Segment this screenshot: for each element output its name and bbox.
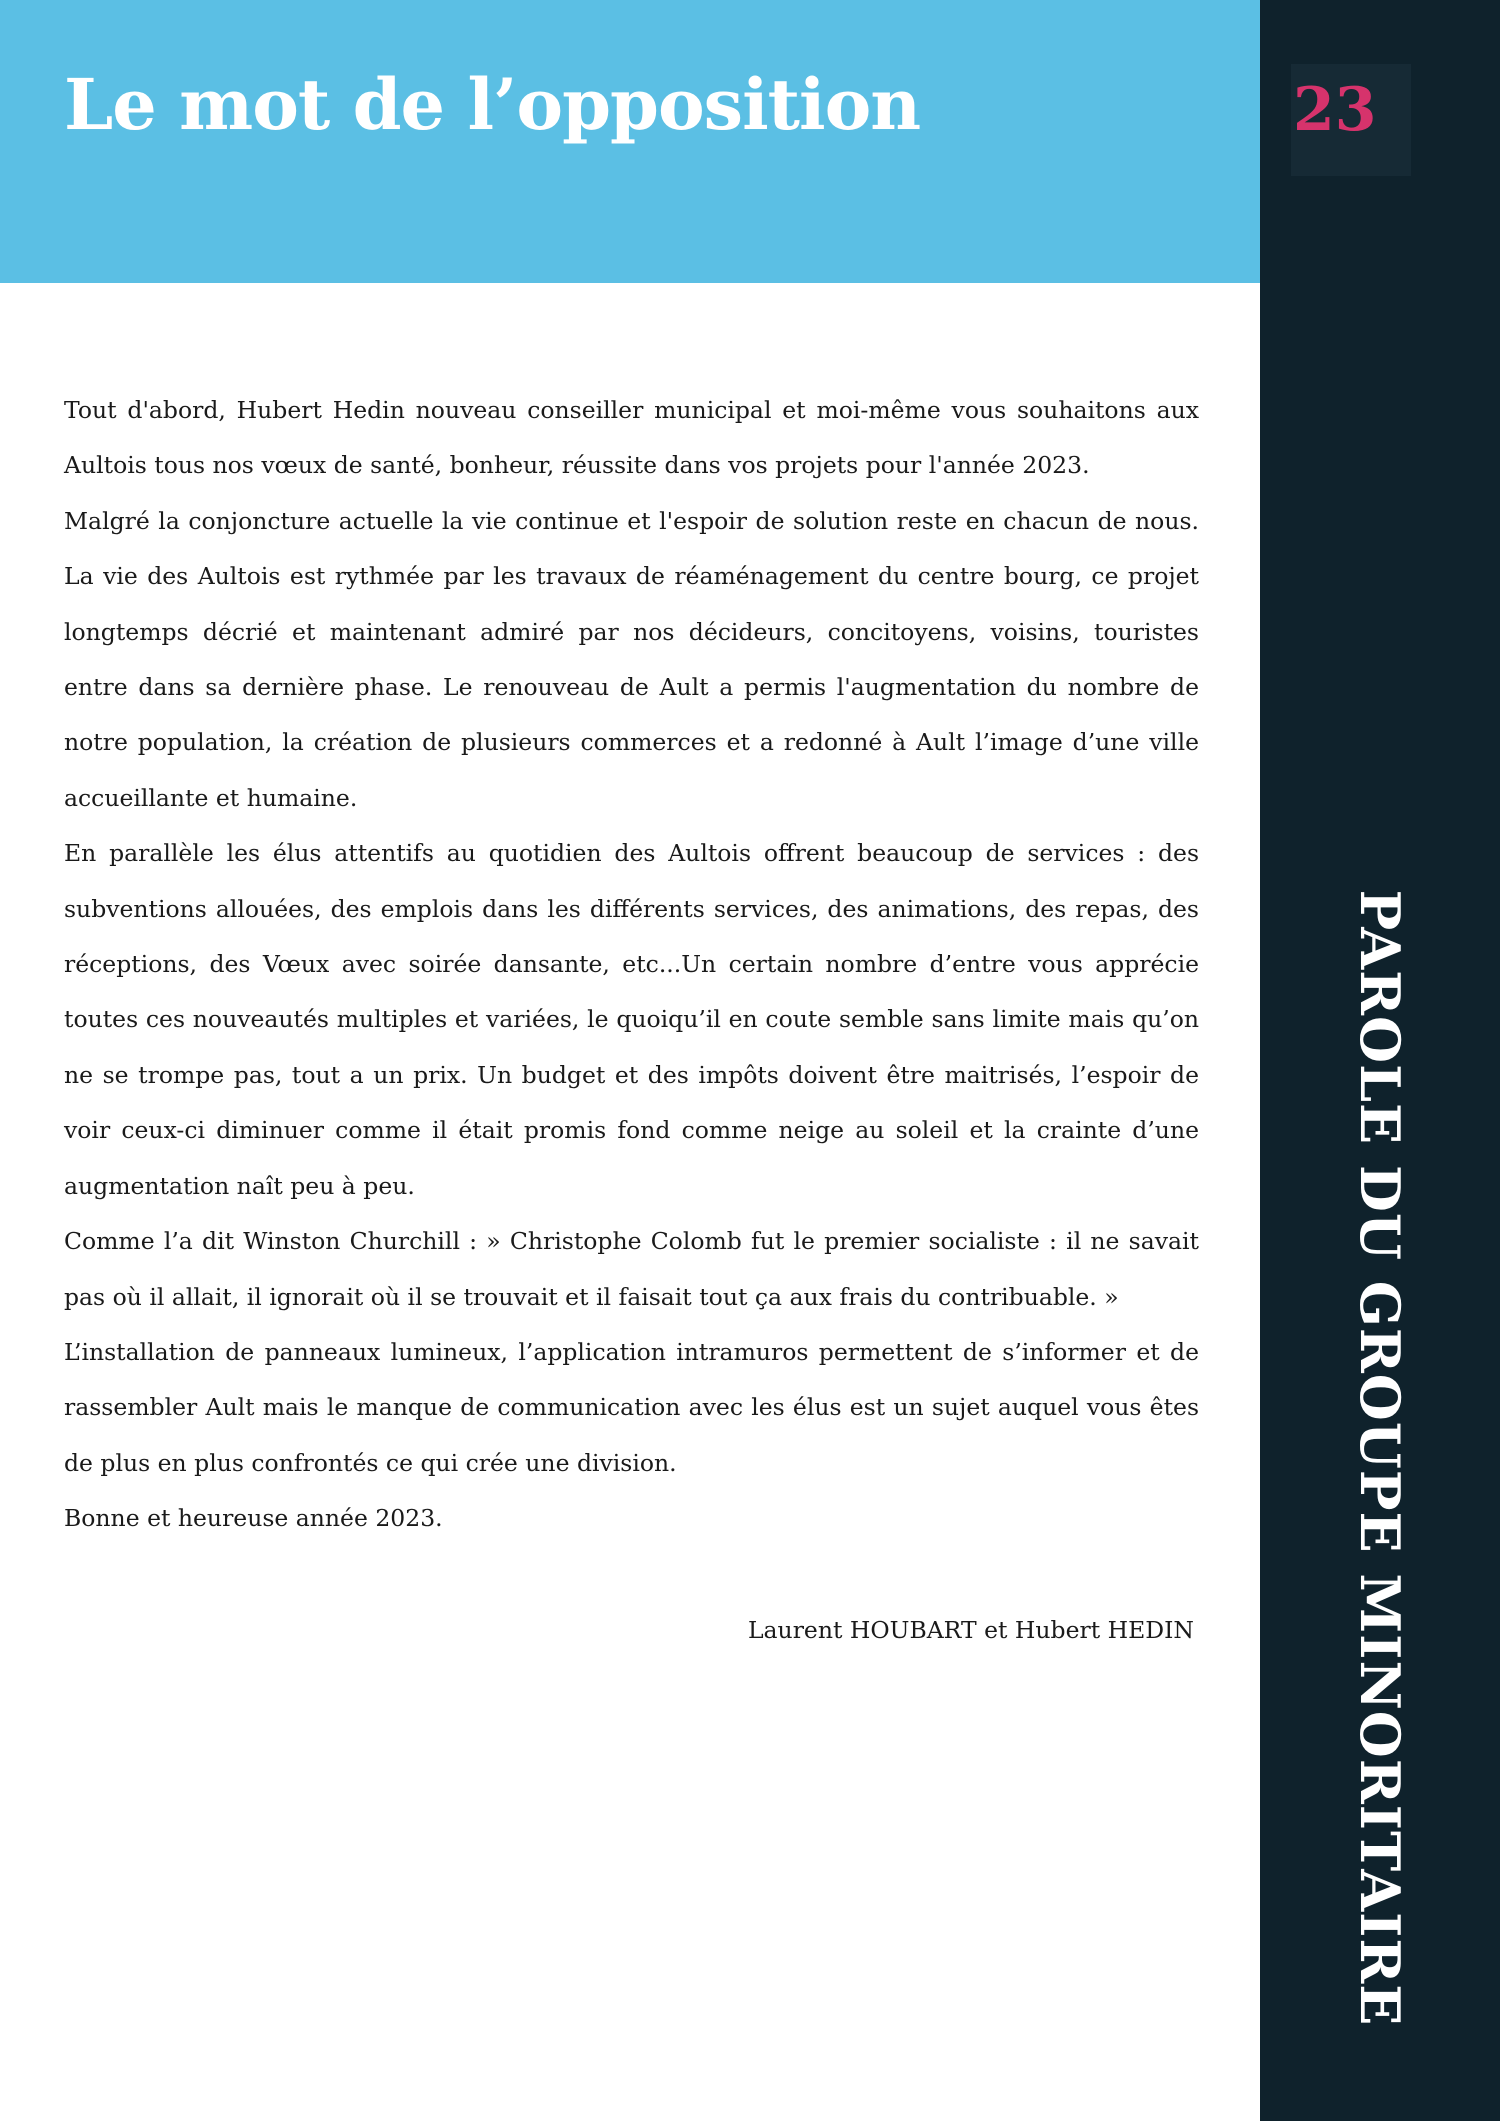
paragraph-services: En parallèle les élus attentifs au quotidien des Aultois offrent beaucoup de services : des subventions allouées, des emplois dans les différents services, des animations, des repas, des réceptions, des Vœux avec soirée dansante, etc...Un certain nombre d’entre vous apprécie toutes ces nouveautés multiples et variées, le quoiqu’il en coute semble sans limite mais qu’on ne se trompe pas, tout a un prix. Un budget et des impôts doivent être maitrisés, l’espoir de voir ceux-ci diminuer comme il était promis fond comme neige au soleil et la crainte d’une augmentation naît peu à peu. bbox=[64, 839, 1199, 1200]
paragraph-closing: Bonne et heureuse année 2023. bbox=[64, 1504, 443, 1533]
paragraph-greeting: Tout d'abord, Hubert Hedin nouveau conseiller municipal et moi-même vous souhaitons aux Aultois tous nos vœux de santé, bonheur, réussite dans vos projets pour l'année 2023. bbox=[64, 396, 1199, 480]
article-body bbox=[64, 383, 1199, 1547]
page-title: Le mot de l’opposition bbox=[64, 63, 921, 146]
signature: Laurent HOUBART et Hubert HEDIN bbox=[747, 1616, 1194, 1644]
paragraph-context: Malgré la conjoncture actuelle la vie continue et l'espoir de solution reste en chacun de nous. La vie des Aultois est rythmée par les travaux de réaménagement du centre bourg, ce projet longtemps décrié et maintenant admiré par nos décideurs, concitoyens, voisins, touristes entre dans sa dernière phase. Le renouveau de Ault a permis l'augmentation du nombre de notre population, la création de plusieurs commerces et a redonné à Ault l’image d’une ville accueillante et humaine. bbox=[64, 506, 1199, 812]
paragraph-quote: Comme l’a dit Winston Churchill : » Christophe Colomb fut le premier socialiste : il ne savait pas où il allait, il ignorait où il se trouvait et il faisait tout ça aux frais du contribuable. » bbox=[64, 1227, 1199, 1311]
paragraph-communication: L’installation de panneaux lumineux, l’application intramuros permettent de s’informer et de rassembler Ault mais le manque de communication avec les élus est un sujet auquel vous êtes de plus en plus confrontés ce qui crée une division. bbox=[64, 1337, 1199, 1477]
page-number: 23 bbox=[1293, 75, 1377, 145]
section-label: PAROLE DU GROUPE MINORITAIRE bbox=[1348, 889, 1412, 2027]
